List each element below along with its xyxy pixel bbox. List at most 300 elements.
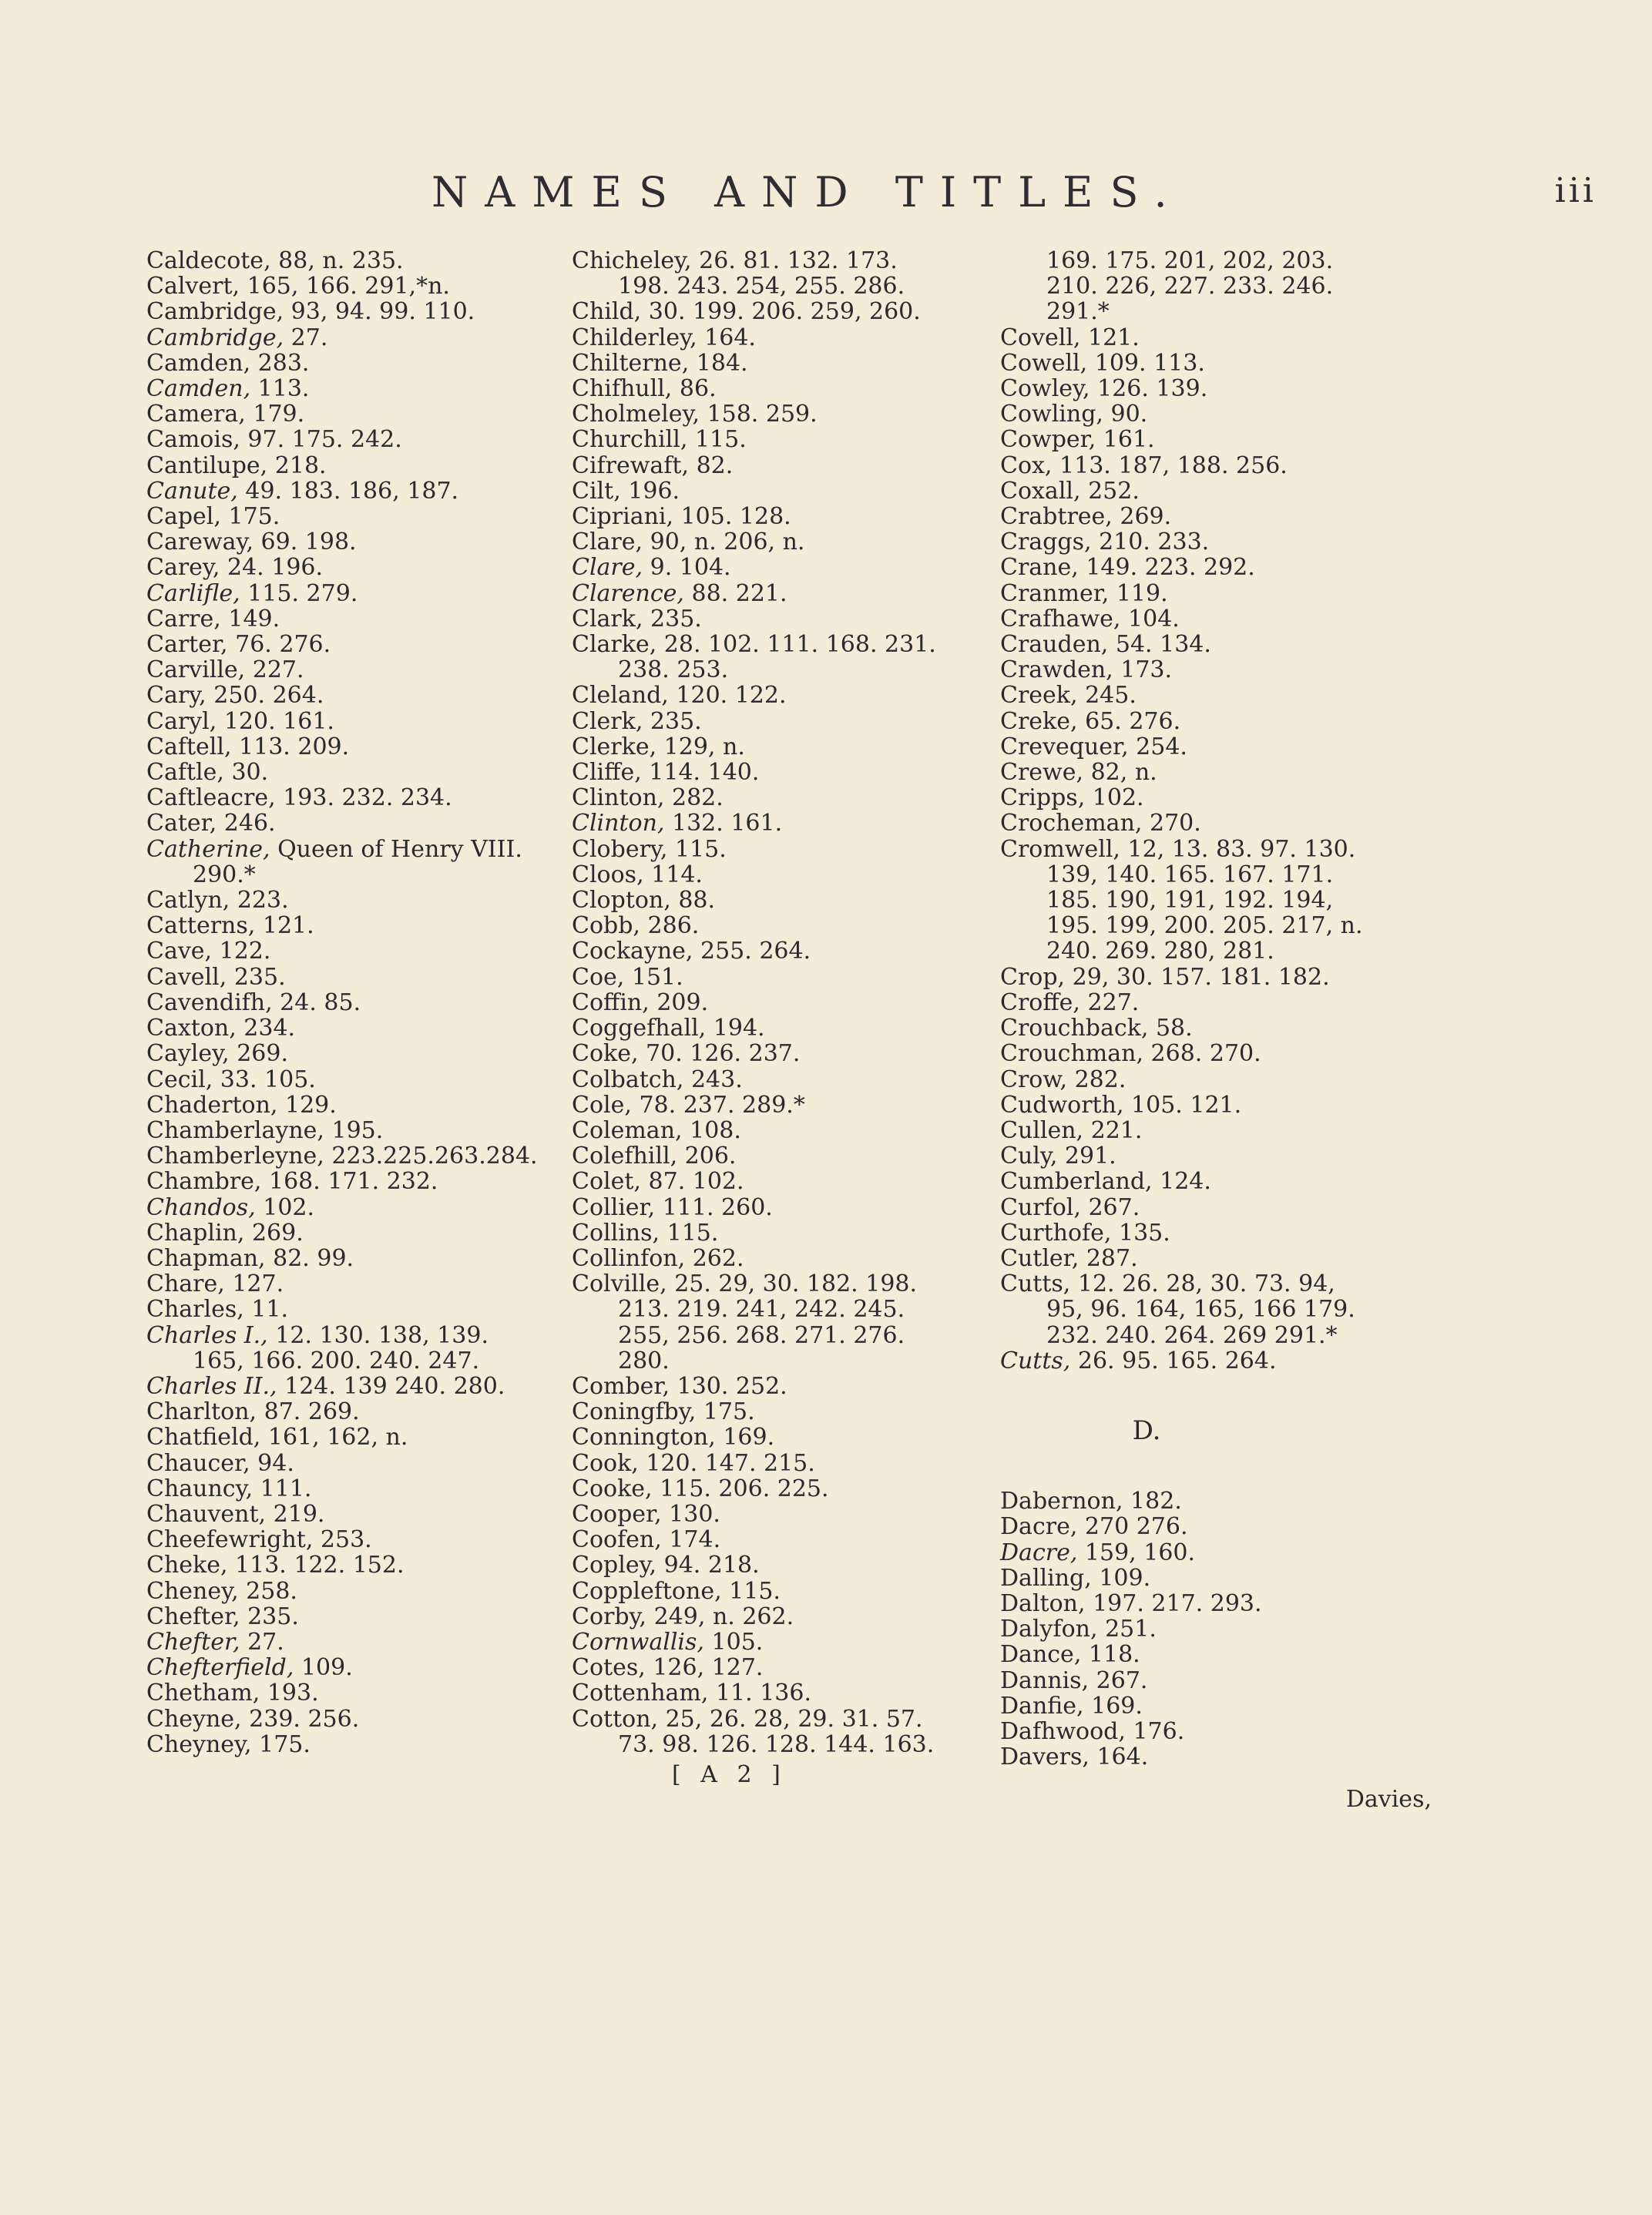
index-entry xyxy=(1000,683,1432,708)
entry-continuation: 290.* xyxy=(193,861,256,888)
entry-page-refs: 135. xyxy=(1119,1219,1170,1247)
index-entry xyxy=(572,1527,1003,1552)
entry-name: Cambridge, xyxy=(146,298,284,326)
index-entry xyxy=(1000,760,1432,785)
index-entry xyxy=(1000,657,1432,683)
entry-page-refs: 234. xyxy=(243,1015,296,1042)
entry-name: Cary, xyxy=(146,682,206,710)
entry-name: Crabtree, xyxy=(1000,503,1113,531)
entry-page-refs: 169. xyxy=(723,1424,775,1451)
entry-page-refs: 161. xyxy=(1103,426,1155,454)
entry-name: Coxall, xyxy=(1000,477,1081,505)
index-entry xyxy=(572,785,1003,810)
index-entry xyxy=(1000,1143,1432,1169)
index-entry xyxy=(1000,555,1432,580)
index-entry xyxy=(146,478,562,504)
entry-continuation: 198. 243. 254, 255. 286. xyxy=(618,273,905,300)
index-entry xyxy=(146,657,562,683)
entry-page-refs: 227. xyxy=(252,656,304,684)
entry-name: Chaucer, xyxy=(146,1449,250,1477)
entry-name: Cranmer, xyxy=(1000,579,1110,607)
entry-name: Davers, xyxy=(1000,1743,1090,1771)
index-entry xyxy=(1000,1092,1432,1118)
entry-name: Dance, xyxy=(1000,1641,1082,1669)
entry-page-refs: 105. xyxy=(711,1628,764,1656)
index-entry xyxy=(146,1271,562,1297)
entry-name: Cutler, xyxy=(1000,1244,1080,1272)
index-entry xyxy=(146,785,562,810)
entry-name: Corby, xyxy=(572,1603,647,1630)
index-entry xyxy=(1000,1488,1432,1514)
entry-continuation: 210. 226, 227. 233. 246. xyxy=(1046,273,1334,300)
entry-page-refs: 30. xyxy=(231,759,269,787)
index-column-1 xyxy=(146,248,562,1757)
entry-page-refs: 270. xyxy=(1149,810,1201,837)
index-entry xyxy=(146,376,562,401)
entry-name: Crouchback, xyxy=(1000,1015,1149,1042)
entry-page-refs: 9. 104. xyxy=(650,554,731,582)
entry-name: Crafhawe, xyxy=(1000,605,1121,633)
index-entry xyxy=(572,683,1003,708)
entry-page-refs: 76. 276. xyxy=(235,631,331,659)
entry-name: Crocheman, xyxy=(1000,810,1143,837)
entry-page-refs: 122. xyxy=(219,938,271,965)
entry-continuation: 213. 219. 241, 242. 245. xyxy=(618,1296,905,1324)
entry-name: Caryl, xyxy=(146,707,217,735)
index-entry xyxy=(146,1143,562,1169)
index-entry xyxy=(572,453,1003,478)
entry-page-refs: 130. 252. xyxy=(677,1372,787,1400)
entry-name: Capel, xyxy=(146,503,221,531)
entry-name: Camden, xyxy=(146,375,251,403)
entry-page-refs: 119. xyxy=(1116,579,1168,607)
entry-name: Colet, xyxy=(572,1168,641,1196)
entry-name: Cheyne, xyxy=(146,1705,242,1733)
entry-page-refs: 120. 161. xyxy=(223,707,334,735)
entry-name: Colbatch, xyxy=(572,1066,684,1093)
entry-page-refs: 239. 256. xyxy=(249,1705,360,1733)
entry-name: Caftleacre, xyxy=(146,784,276,812)
entry-name: Cullen, xyxy=(1000,1116,1084,1144)
entry-page-refs: 175. xyxy=(259,1730,311,1758)
entry-name: Catlyn, xyxy=(146,887,230,915)
entry-page-refs: 82. 99. xyxy=(273,1244,354,1272)
entry-name: Cowell, xyxy=(1000,349,1088,377)
entry-page-refs: 126. 139. xyxy=(1097,375,1208,403)
entry-page-refs: 173. xyxy=(1120,656,1173,684)
entry-page-refs: 179. xyxy=(253,401,305,428)
entry-page-refs: 88, n. 235. xyxy=(278,247,404,274)
index-entry xyxy=(572,1041,1003,1066)
index-entry xyxy=(1000,990,1432,1015)
entry-name: Cudworth, xyxy=(1000,1091,1124,1119)
entry-name: Crawden, xyxy=(1000,656,1113,684)
entry-name: Chamberleyne, xyxy=(146,1143,324,1170)
index-entry xyxy=(1000,504,1432,529)
entry-name: Coningfby, xyxy=(572,1398,697,1426)
entry-continuation: 139, 140. 165. 167. 171. xyxy=(1046,861,1334,888)
entry-name: Chambre, xyxy=(146,1168,262,1196)
entry-page-refs: 182. xyxy=(1130,1488,1182,1515)
index-entry xyxy=(146,427,562,452)
index-entry xyxy=(146,453,562,478)
index-entry xyxy=(572,1246,1003,1271)
entry-page-refs: 115. xyxy=(729,1577,781,1605)
index-entry xyxy=(572,862,1003,888)
entry-page-refs: 175. xyxy=(703,1398,755,1426)
index-entry xyxy=(146,1680,562,1706)
entry-continuation: 169. 175. 201, 202, 203. xyxy=(1046,247,1334,274)
index-entry xyxy=(146,325,562,351)
entry-name: Cotton, xyxy=(572,1705,659,1733)
index-entry xyxy=(572,709,1003,734)
entry-page-refs: 115. 206. 225. xyxy=(660,1475,829,1502)
entry-page-refs: 235. xyxy=(650,605,702,633)
index-entry xyxy=(146,581,562,606)
index-entry xyxy=(146,913,562,938)
entry-page-refs: 129. xyxy=(284,1091,337,1119)
entry-name: Crewe, xyxy=(1000,759,1084,787)
index-entry xyxy=(1000,1616,1432,1642)
entry-name: Dalyfon, xyxy=(1000,1616,1098,1643)
entry-page-refs: 176. xyxy=(1133,1717,1185,1745)
entry-name: Cockayne, xyxy=(572,938,693,965)
index-entry xyxy=(572,760,1003,785)
entry-name: Creke, xyxy=(1000,707,1078,735)
index-entry xyxy=(572,555,1003,580)
entry-name: Clerk, xyxy=(572,707,643,735)
index-entry xyxy=(572,837,1003,862)
index-entry xyxy=(146,1374,562,1399)
index-entry xyxy=(146,965,562,990)
entry-name: Dannis, xyxy=(1000,1666,1090,1694)
index-entry xyxy=(572,1169,1003,1194)
index-entry xyxy=(146,1579,562,1604)
entry-page-refs: 88. xyxy=(678,887,716,915)
entry-name: Chicheley, xyxy=(572,247,692,274)
index-entry xyxy=(1000,837,1432,965)
index-entry xyxy=(572,1604,1003,1629)
entry-page-refs: 111. xyxy=(260,1475,312,1502)
entry-name: Crauden, xyxy=(1000,631,1109,659)
entry-name: Chefter, xyxy=(146,1628,240,1656)
entry-page-refs: 111. 260. xyxy=(662,1193,773,1221)
entry-continuation: 291.* xyxy=(1046,298,1110,326)
entry-name: Coggefhall, xyxy=(572,1015,707,1042)
index-entry xyxy=(146,248,562,274)
index-entry xyxy=(1000,529,1432,555)
entry-page-refs: 124. xyxy=(1160,1168,1211,1196)
index-entry xyxy=(1000,427,1432,452)
entry-continuation: 238. 253. xyxy=(618,656,729,684)
entry-page-refs: 254. xyxy=(1136,733,1187,760)
entry-page-refs: 245. xyxy=(1085,682,1137,710)
index-entry xyxy=(146,810,562,836)
entry-page-refs: 287. xyxy=(1086,1244,1138,1272)
index-entry xyxy=(572,325,1003,351)
entry-page-refs: 82, n. xyxy=(1090,759,1157,787)
index-entry xyxy=(1000,1348,1432,1374)
index-entry xyxy=(1000,1591,1432,1616)
entry-page-refs: 268. 270. xyxy=(1150,1040,1261,1068)
entry-name: Chapman, xyxy=(146,1244,266,1272)
entry-name: Collins, xyxy=(572,1219,660,1247)
entry-page-refs: 11. 136. xyxy=(715,1680,811,1707)
index-entry xyxy=(146,734,562,760)
index-entry xyxy=(1000,1719,1432,1744)
index-entry xyxy=(146,1118,562,1143)
entry-name: Cloos, xyxy=(572,861,644,888)
index-entry xyxy=(572,1143,1003,1169)
index-entry xyxy=(572,376,1003,401)
entry-name: Camera, xyxy=(146,401,246,428)
entry-name: Comber, xyxy=(572,1372,670,1400)
entry-page-refs: 11. xyxy=(251,1296,289,1324)
entry-name: Calvert, xyxy=(146,273,240,300)
entry-name: Clarence, xyxy=(572,579,684,607)
entry-page-refs: 124. 139 240. 280. xyxy=(284,1372,505,1400)
index-entry xyxy=(1000,810,1432,836)
entry-name: Carlifle, xyxy=(146,579,240,607)
entry-page-refs: 149. xyxy=(228,605,280,633)
index-entry xyxy=(146,1169,562,1194)
entry-page-refs: 121. xyxy=(1088,324,1140,351)
index-entry xyxy=(572,1502,1003,1527)
index-entry xyxy=(572,1399,1003,1425)
entry-page-refs: 151. xyxy=(631,963,683,991)
entry-name: Curthofe, xyxy=(1000,1219,1112,1247)
index-entry xyxy=(146,1092,562,1118)
entry-page-refs: 269. xyxy=(1120,503,1172,531)
entry-name: Crop, xyxy=(1000,963,1066,991)
entry-name: Clare, xyxy=(572,529,643,556)
index-entry xyxy=(146,606,562,632)
entry-page-refs: 109. xyxy=(1099,1564,1151,1592)
entry-name: Collinfon, xyxy=(572,1244,686,1272)
index-entry xyxy=(1000,478,1432,504)
entry-name: Cumberland, xyxy=(1000,1168,1153,1196)
entry-page-refs: 282. xyxy=(672,784,724,812)
entry-page-refs: 283. xyxy=(257,349,310,377)
entry-name: Caftell, xyxy=(146,733,232,760)
entry-continuation: 195. 199, 200. 205. 217, n. xyxy=(1046,912,1363,940)
entry-page-refs: 196. xyxy=(628,477,680,505)
entry-name: Cottenham, xyxy=(572,1680,709,1707)
entry-name: Cotes, xyxy=(572,1654,646,1682)
section-heading: D. xyxy=(1132,1415,1161,1446)
entry-page-refs: 29, 30. 157. 181. 182. xyxy=(1072,963,1330,991)
entry-name: Careway, xyxy=(146,529,254,556)
index-entry xyxy=(146,837,562,888)
entry-name: Clopton, xyxy=(572,887,671,915)
index-entry xyxy=(572,1067,1003,1092)
entry-page-refs: 286. xyxy=(647,912,700,940)
entry-name: Curfol, xyxy=(1000,1193,1081,1221)
index-entry xyxy=(572,1015,1003,1041)
entry-page-refs: 291. xyxy=(1064,1143,1116,1170)
index-entry xyxy=(1000,1566,1432,1591)
entry-name: Chandos, xyxy=(146,1193,256,1221)
entry-name: Camden, xyxy=(146,349,251,377)
entry-name: Chauncy, xyxy=(146,1475,254,1502)
entry-page-refs: 78. 237. 289.* xyxy=(639,1091,805,1119)
entry-page-refs: 25. 29, 30. 182. 198. xyxy=(674,1270,918,1298)
entry-page-refs: 193. 232. 234. xyxy=(283,784,452,812)
index-entry xyxy=(1000,1067,1432,1092)
index-entry xyxy=(146,1527,562,1552)
entry-page-refs: 30. 199. 206. 259, 260. xyxy=(648,298,921,326)
entry-name: Cliffe, xyxy=(572,759,642,787)
index-entry xyxy=(1000,606,1432,632)
entry-page-refs: 12. 26. 28, 30. 73. 94, xyxy=(1077,1270,1335,1298)
index-entry xyxy=(146,1451,562,1476)
entry-page-refs: 104. xyxy=(1128,605,1180,633)
entry-page-refs: 121. xyxy=(262,912,314,940)
entry-name: Danfie, xyxy=(1000,1692,1084,1720)
entry-name: Coofen, xyxy=(572,1526,662,1554)
entry-page-refs: 174. xyxy=(669,1526,721,1554)
entry-name: Cantilupe, xyxy=(146,451,268,479)
index-entry xyxy=(1000,1195,1432,1220)
entry-name: Cutts, xyxy=(1000,1347,1071,1374)
index-entry xyxy=(146,1604,562,1629)
entry-page-refs: 267. xyxy=(1096,1666,1148,1694)
index-entry xyxy=(146,709,562,734)
entry-page-refs: 118. xyxy=(1088,1641,1140,1669)
index-entry xyxy=(1000,785,1432,810)
entry-name: Caftle, xyxy=(146,759,224,787)
entry-continuation: 95, 96. 164, 165, 166 179. xyxy=(1046,1296,1355,1324)
entry-name: Creek, xyxy=(1000,682,1078,710)
index-entry xyxy=(572,606,1003,632)
entry-page-refs: 90. xyxy=(1110,401,1148,428)
index-entry xyxy=(572,351,1003,376)
index-entry xyxy=(146,1015,562,1041)
index-entry xyxy=(572,888,1003,913)
entry-page-refs: 255. 264. xyxy=(700,938,811,965)
entry-page-refs: 250. 264. xyxy=(213,682,324,710)
entry-name: Carter, xyxy=(146,631,228,659)
entry-name: Culy, xyxy=(1000,1143,1058,1170)
entry-page-refs: 94. 218. xyxy=(663,1552,760,1579)
entry-page-refs: 235. xyxy=(247,1603,299,1630)
entry-page-refs: 282. xyxy=(1074,1066,1127,1093)
index-entry xyxy=(146,555,562,580)
entry-page-refs: 115. xyxy=(674,835,727,863)
entry-page-refs: 115. xyxy=(694,426,747,454)
entry-page-refs: 69. 198. xyxy=(260,529,357,556)
index-entry xyxy=(572,427,1003,452)
entry-page-refs: 251. xyxy=(1105,1616,1157,1643)
index-entry xyxy=(1000,1220,1432,1246)
entry-name: Charles II., xyxy=(146,1372,277,1400)
entry-name: Cecil, xyxy=(146,1066,213,1093)
entry-name: Coffin, xyxy=(572,988,650,1016)
entry-page-refs: 102. xyxy=(263,1193,315,1221)
entry-name: Crevequer, xyxy=(1000,733,1129,760)
entry-name: Cook, xyxy=(572,1449,639,1477)
entry-name: Coppleftone, xyxy=(572,1577,722,1605)
entry-page-refs: 223.225.263.284. xyxy=(331,1143,538,1170)
index-entry xyxy=(1000,734,1432,760)
entry-name: Dacre, xyxy=(1000,1513,1078,1541)
entry-name: Cilt, xyxy=(572,477,621,505)
index-entry xyxy=(1000,1642,1432,1667)
entry-page-refs: 86. xyxy=(679,375,717,403)
entry-name: Chauvent, xyxy=(146,1500,267,1528)
entry-page-refs: 108. xyxy=(690,1116,741,1144)
entry-page-refs: 267. xyxy=(1088,1193,1140,1221)
index-entry xyxy=(572,1195,1003,1220)
entry-page-refs: 113. xyxy=(257,375,310,403)
entry-page-refs: 49. 183. 186, 187. xyxy=(245,477,459,505)
entry-name: Cooke, xyxy=(572,1475,653,1502)
entry-continuation: 185. 190, 191, 192. 194, xyxy=(1046,887,1334,915)
entry-page-refs: 129, n. xyxy=(663,733,745,760)
entry-page-refs: 65. 276. xyxy=(1085,707,1181,735)
index-entry xyxy=(1000,1169,1432,1194)
entry-name: Clare, xyxy=(572,554,643,582)
entry-name: Cholmeley, xyxy=(572,401,700,428)
index-entry xyxy=(1000,632,1432,657)
index-entry xyxy=(146,1220,562,1246)
entry-page-refs: 130. xyxy=(669,1500,720,1528)
entry-name: Crow, xyxy=(1000,1066,1068,1093)
index-entry xyxy=(572,1552,1003,1578)
index-entry xyxy=(146,1732,562,1757)
index-entry xyxy=(146,1399,562,1425)
index-entry xyxy=(146,1323,562,1374)
index-entry xyxy=(1000,965,1432,990)
entry-name: Connington, xyxy=(572,1424,716,1451)
entry-page-refs: 235. xyxy=(650,707,702,735)
index-entry xyxy=(572,1425,1003,1450)
entry-page-refs: 221. xyxy=(1090,1116,1143,1144)
index-entry xyxy=(146,1552,562,1578)
index-entry xyxy=(572,938,1003,964)
entry-page-refs: 164. xyxy=(1096,1743,1149,1771)
index-entry xyxy=(146,1707,562,1732)
index-entry xyxy=(146,938,562,964)
entry-page-refs: 120. 147. 215. xyxy=(646,1449,815,1477)
entry-name: Childerley, xyxy=(572,324,697,351)
entry-page-refs: 209. xyxy=(656,988,709,1016)
entry-page-refs: 113. 187, 188. 256. xyxy=(1059,451,1288,479)
entry-name: Cheefewright, xyxy=(146,1526,314,1554)
entry-name: Cater, xyxy=(146,810,217,837)
index-entry xyxy=(1000,1693,1432,1719)
entry-name: Clinton, xyxy=(572,810,665,837)
index-entry xyxy=(146,351,562,376)
entry-name: Coe, xyxy=(572,963,625,991)
entry-name: Camois, xyxy=(146,426,240,454)
entry-name: Catterns, xyxy=(146,912,256,940)
index-entry xyxy=(572,1220,1003,1246)
entry-page-refs: 253. xyxy=(320,1526,372,1554)
index-entry xyxy=(572,990,1003,1015)
entry-name: Cutts, xyxy=(1000,1270,1071,1298)
entry-name: Chefterfield, xyxy=(146,1654,294,1682)
entry-page-refs: 194. xyxy=(713,1015,765,1042)
catchword: Davies, xyxy=(1345,1786,1432,1814)
entry-page-refs: 70. 126. 237. xyxy=(646,1040,801,1068)
entry-page-refs: 249, n. 262. xyxy=(653,1603,794,1630)
entry-page-refs: 25, 26. 28, 29. 31. 57. xyxy=(665,1705,923,1733)
index-entry xyxy=(146,888,562,913)
entry-continuation: 165, 166. 200. 240. 247. xyxy=(193,1347,480,1374)
entry-name: Cowper, xyxy=(1000,426,1096,454)
index-entry xyxy=(572,1579,1003,1604)
